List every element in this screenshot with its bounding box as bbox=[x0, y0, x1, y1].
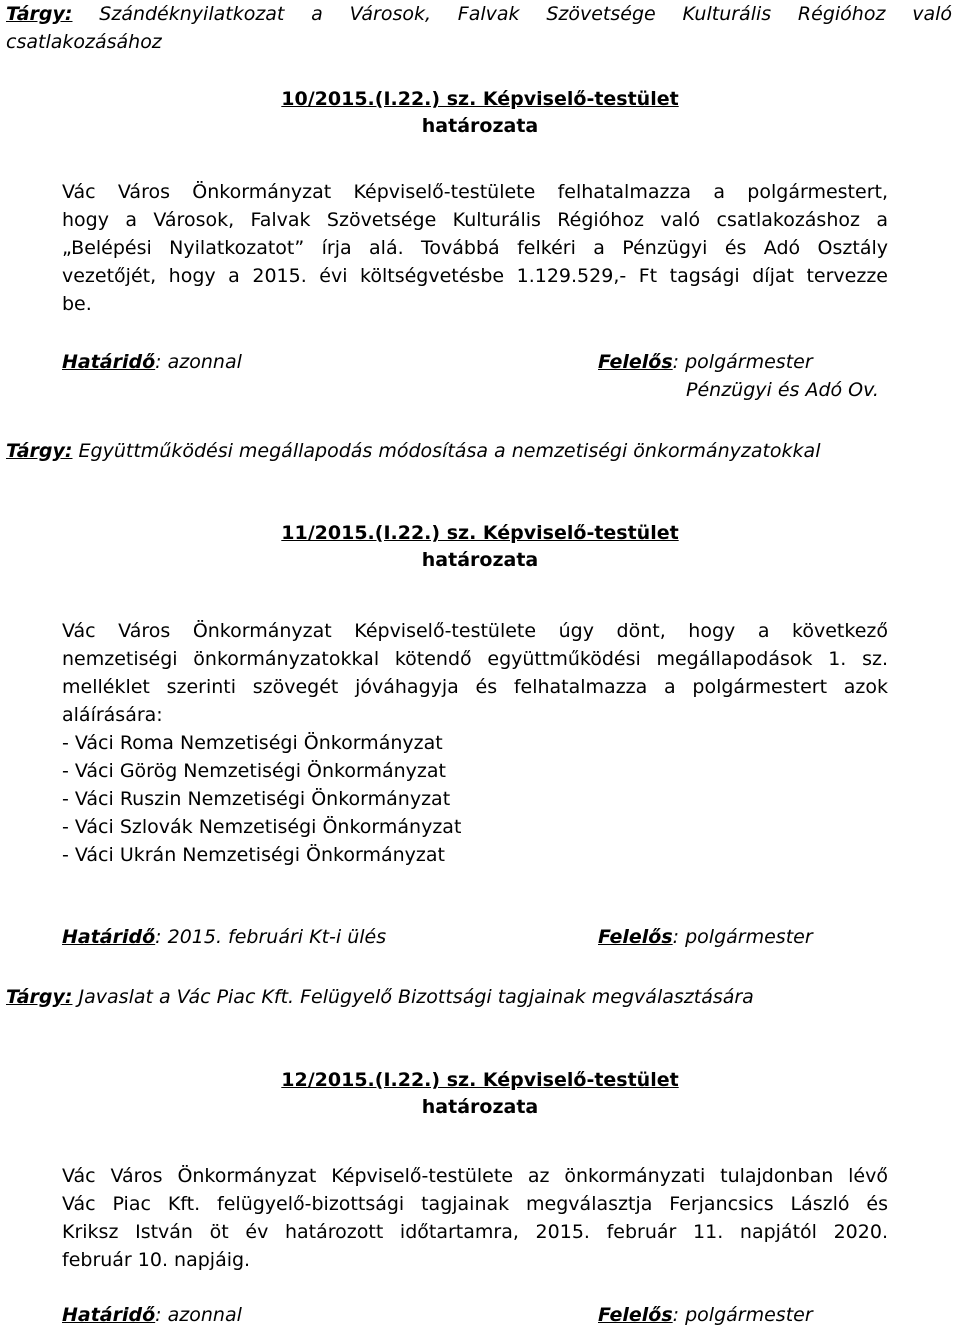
res1-responsible bbox=[598, 348, 813, 376]
res3-number: 12/2015.(I.22.) sz. Képviselő-testület bbox=[281, 1069, 679, 1091]
res1-resolution-word: határozata bbox=[421, 115, 539, 137]
res1-responsible-extra: Pénzügyi és Adó Ov. bbox=[686, 379, 879, 401]
res2-responsible-label: Felelős bbox=[598, 926, 673, 948]
res3-responsible-label: Felelős bbox=[598, 1304, 673, 1326]
res2-subject bbox=[6, 437, 952, 465]
res3-subject-label: Tárgy: bbox=[6, 986, 73, 1008]
list-item: - Váci Görög Nemzetiségi Önkormányzat bbox=[62, 760, 446, 782]
res1-body bbox=[62, 178, 888, 318]
res3-subject bbox=[6, 983, 952, 1011]
res2-deadline-value: : 2015. februári Kt-i ülés bbox=[155, 926, 387, 948]
res1-body-line: vezetőjét, hogy a 2015. évi költségvetésbe 1.129.529,- Ft tagsági díjat tervezze bbox=[62, 265, 888, 287]
res1-number: 10/2015.(I.22.) sz. Képviselő-testület bbox=[281, 88, 679, 110]
res2-deadline-label: Határidő bbox=[62, 926, 156, 948]
res2-body-line: nemzetiségi önkormányzatokkal kötendő együttműködési megállapodások 1. sz. bbox=[62, 648, 888, 670]
res3-body-line: Vác Piac Kft. felügyelő-bizottsági tagjainak megválasztja Ferjancsics László és bbox=[62, 1193, 888, 1215]
res1-body-line: be. bbox=[62, 293, 92, 315]
res2-body-line: melléklet szerinti szövegét jóváhagyja és felhatalmazza a polgármestert azok bbox=[62, 676, 888, 698]
list-item: - Váci Roma Nemzetiségi Önkormányzat bbox=[62, 732, 443, 754]
res1-deadline-value: : azonnal bbox=[155, 351, 242, 373]
res2-title bbox=[0, 520, 960, 574]
res3-responsible bbox=[598, 1301, 813, 1329]
res2-responsible bbox=[598, 923, 813, 951]
res1-subject-line2: csatlakozásához bbox=[6, 31, 162, 53]
res2-body-line: aláírására: bbox=[62, 704, 163, 726]
res1-body-line: hogy a Városok, Falvak Szövetsége Kulturális Régióhoz való csatlakozáshoz a bbox=[62, 209, 888, 231]
list-item: - Váci Ruszin Nemzetiségi Önkormányzat bbox=[62, 788, 451, 810]
res2-body bbox=[62, 617, 888, 869]
res3-resolution-word: határozata bbox=[421, 1096, 539, 1118]
res3-body bbox=[62, 1162, 888, 1274]
res1-deadline bbox=[62, 348, 242, 376]
res1-subject-label: Tárgy: bbox=[6, 3, 73, 25]
res2-body-line: Vác Város Önkormányzat Képviselő-testülete úgy dönt, hogy a következő bbox=[62, 620, 888, 642]
res3-deadline-label: Határidő bbox=[62, 1304, 156, 1326]
res3-subject-text: Javaslat a Vác Piac Kft. Felügyelő Bizottsági tagjainak megválasztására bbox=[78, 986, 754, 1008]
res1-body-line: „Belépési Nyilatkozatot” írja alá. Továbbá felkéri a Pénzügyi és Adó Osztály bbox=[62, 237, 888, 259]
res2-subject-line bbox=[6, 437, 952, 465]
res3-deadline-value: : azonnal bbox=[155, 1304, 242, 1326]
res3-subject-line bbox=[6, 983, 952, 1011]
res1-responsible-value: : polgármester bbox=[672, 351, 813, 373]
res3-body-line: február 10. napjáig. bbox=[62, 1249, 251, 1271]
res3-responsible-value: : polgármester bbox=[672, 1304, 813, 1326]
res3-body-line: Kriksz István öt év határozott időtartamra, 2015. február 11. napjától 2020. bbox=[62, 1221, 888, 1243]
res2-subject-label: Tárgy: bbox=[6, 440, 73, 462]
res3-deadline bbox=[62, 1301, 242, 1329]
res3-title bbox=[0, 1067, 960, 1121]
res2-deadline bbox=[62, 923, 386, 951]
res1-responsible-label: Felelős bbox=[598, 351, 673, 373]
list-item: - Váci Szlovák Nemzetiségi Önkormányzat bbox=[62, 816, 462, 838]
res2-subject-text: Együttműködési megállapodás módosítása a nemzetiségi önkormányzatokkal bbox=[78, 440, 821, 462]
res2-responsible-value: : polgármester bbox=[672, 926, 813, 948]
res1-deadline-label: Határidő bbox=[62, 351, 156, 373]
res1-title bbox=[0, 86, 960, 140]
res1-body-line: Vác Város Önkormányzat Képviselő-testülete felhatalmazza a polgármestert, bbox=[62, 181, 888, 203]
list-item: - Váci Ukrán Nemzetiségi Önkormányzat bbox=[62, 844, 445, 866]
res1-subject-line1 bbox=[6, 0, 952, 28]
res3-body-line: Vác Város Önkormányzat Képviselő-testülete az önkormányzati tulajdonban lévő bbox=[62, 1165, 888, 1187]
res1-subject bbox=[6, 0, 952, 56]
res2-resolution-word: határozata bbox=[421, 549, 539, 571]
res2-number: 11/2015.(I.22.) sz. Képviselő-testület bbox=[281, 522, 679, 544]
res1-subject-text: Szándéknyilatkozat a Városok, Falvak Szövetsége Kulturális Régióhoz való bbox=[99, 3, 953, 25]
